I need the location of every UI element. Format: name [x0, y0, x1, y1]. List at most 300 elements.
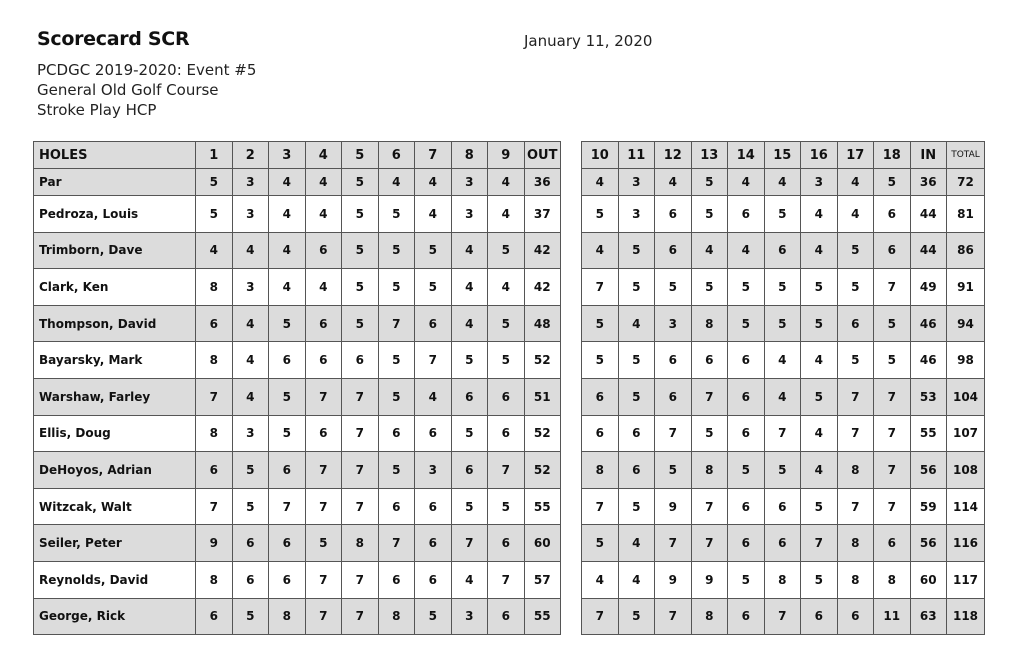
- hole-score: 3: [655, 305, 692, 342]
- hole-score: 7: [342, 452, 379, 489]
- hole-score: 6: [196, 598, 233, 635]
- total-score: 108: [947, 452, 985, 489]
- player-name: Trimborn, Dave: [34, 232, 196, 269]
- player-row: [34, 452, 561, 489]
- par-value: 5: [342, 169, 379, 196]
- player-row: [34, 305, 561, 342]
- hole-number: 1: [196, 142, 233, 169]
- par-value: 3: [801, 169, 838, 196]
- hole-score: 3: [232, 269, 269, 306]
- hole-score: 7: [691, 378, 728, 415]
- hole-score: 6: [196, 452, 233, 489]
- hole-score: 6: [196, 305, 233, 342]
- hole-score: 6: [618, 452, 655, 489]
- event-name: PCDGC 2019-2020: Event #5: [37, 61, 257, 79]
- hole-score: 4: [488, 196, 525, 233]
- hole-score: 6: [415, 488, 452, 525]
- hole-score: 5: [837, 269, 874, 306]
- total-score: 117: [947, 561, 985, 598]
- hole-score: 4: [618, 305, 655, 342]
- hole-score: 5: [655, 452, 692, 489]
- total-score: 116: [947, 525, 985, 562]
- player-row: [582, 525, 985, 562]
- hole-score: 6: [269, 561, 306, 598]
- hole-score: 8: [196, 415, 233, 452]
- hole-score: 7: [305, 378, 342, 415]
- hole-score: 7: [655, 598, 692, 635]
- hole-score: 8: [196, 342, 233, 379]
- hole-score: 6: [451, 378, 488, 415]
- out-score: 60: [524, 525, 561, 562]
- hole-score: 5: [196, 196, 233, 233]
- hole-score: 3: [232, 196, 269, 233]
- hole-score: 6: [618, 415, 655, 452]
- hole-score: 7: [378, 305, 415, 342]
- hole-score: 9: [655, 561, 692, 598]
- hole-score: 4: [801, 452, 838, 489]
- hole-score: 5: [451, 415, 488, 452]
- par-value: 4: [764, 169, 801, 196]
- hole-score: 4: [305, 196, 342, 233]
- hole-score: 5: [691, 269, 728, 306]
- player-row: [34, 525, 561, 562]
- total-score: 104: [947, 378, 985, 415]
- hole-number: 7: [415, 142, 452, 169]
- hole-score: 6: [655, 378, 692, 415]
- hole-score: 5: [232, 488, 269, 525]
- hole-score: 6: [728, 342, 765, 379]
- hole-score: 7: [837, 488, 874, 525]
- hole-score: 8: [874, 561, 911, 598]
- hole-score: 4: [269, 269, 306, 306]
- hole-score: 6: [764, 525, 801, 562]
- hole-number: 18: [874, 142, 911, 169]
- hole-score: 7: [196, 378, 233, 415]
- total-score: 86: [947, 232, 985, 269]
- total-score: 107: [947, 415, 985, 452]
- hole-score: 4: [837, 196, 874, 233]
- hole-score: 4: [196, 232, 233, 269]
- total-score: 114: [947, 488, 985, 525]
- hole-score: 4: [582, 232, 619, 269]
- hole-score: 6: [728, 598, 765, 635]
- out-score: 48: [524, 305, 561, 342]
- hole-score: 4: [582, 561, 619, 598]
- hole-score: 7: [342, 598, 379, 635]
- hole-score: 8: [837, 561, 874, 598]
- hole-number: 12: [655, 142, 692, 169]
- total-score: 94: [947, 305, 985, 342]
- hole-number: 17: [837, 142, 874, 169]
- hole-score: 4: [801, 232, 838, 269]
- hole-score: 6: [378, 561, 415, 598]
- hole-score: 5: [837, 342, 874, 379]
- hole-score: 7: [655, 415, 692, 452]
- player-name: Ellis, Doug: [34, 415, 196, 452]
- player-name: Reynolds, David: [34, 561, 196, 598]
- player-row: [582, 232, 985, 269]
- player-row: [582, 598, 985, 635]
- hole-score: 6: [874, 232, 911, 269]
- player-row: [34, 232, 561, 269]
- scorecard-title: Scorecard SCR: [37, 28, 190, 50]
- total-score: 98: [947, 342, 985, 379]
- hole-score: 5: [728, 452, 765, 489]
- out-score: 52: [524, 415, 561, 452]
- hole-score: 7: [488, 561, 525, 598]
- hole-score: 5: [582, 196, 619, 233]
- hole-score: 6: [655, 232, 692, 269]
- hole-score: 7: [582, 598, 619, 635]
- in-label: IN: [910, 142, 947, 169]
- hole-score: 5: [764, 196, 801, 233]
- hole-score: 6: [415, 561, 452, 598]
- player-row: [582, 305, 985, 342]
- hole-score: 6: [837, 305, 874, 342]
- player-row: [34, 488, 561, 525]
- hole-score: 7: [764, 598, 801, 635]
- hole-score: 7: [837, 378, 874, 415]
- course-name: General Old Golf Course: [37, 81, 219, 99]
- total-score: 81: [947, 196, 985, 233]
- hole-score: 8: [269, 598, 306, 635]
- hole-number: 4: [305, 142, 342, 169]
- hole-score: 5: [764, 269, 801, 306]
- player-row: [34, 378, 561, 415]
- hole-score: 7: [874, 415, 911, 452]
- player-row: [582, 452, 985, 489]
- hole-score: 4: [618, 525, 655, 562]
- hole-score: 5: [874, 305, 911, 342]
- hole-score: 6: [269, 342, 306, 379]
- hole-score: 6: [378, 488, 415, 525]
- hole-score: 4: [305, 269, 342, 306]
- hole-score: 5: [655, 269, 692, 306]
- player-name: Clark, Ken: [34, 269, 196, 306]
- hole-score: 7: [342, 561, 379, 598]
- hole-score: 7: [305, 452, 342, 489]
- hole-score: 4: [451, 305, 488, 342]
- par-value: 4: [415, 169, 452, 196]
- hole-number: 9: [488, 142, 525, 169]
- hole-score: 4: [801, 415, 838, 452]
- in-score: 56: [910, 525, 947, 562]
- hole-score: 7: [582, 269, 619, 306]
- hole-score: 6: [801, 598, 838, 635]
- hole-score: 4: [451, 561, 488, 598]
- in-score: 46: [910, 305, 947, 342]
- hole-score: 7: [305, 488, 342, 525]
- hole-score: 5: [342, 232, 379, 269]
- hole-score: 5: [691, 415, 728, 452]
- hole-score: 5: [728, 305, 765, 342]
- par-total: 72: [947, 169, 985, 196]
- hole-score: 5: [728, 561, 765, 598]
- hole-score: 5: [378, 269, 415, 306]
- hole-score: 4: [232, 305, 269, 342]
- hole-score: 4: [415, 378, 452, 415]
- hole-score: 4: [451, 269, 488, 306]
- out-score: 52: [524, 452, 561, 489]
- hole-score: 8: [691, 305, 728, 342]
- hole-score: 5: [618, 342, 655, 379]
- hole-score: 6: [305, 232, 342, 269]
- in-score: 63: [910, 598, 947, 635]
- out-score: 51: [524, 378, 561, 415]
- player-row: [582, 415, 985, 452]
- hole-score: 7: [837, 415, 874, 452]
- hole-score: 6: [691, 342, 728, 379]
- hole-score: 7: [874, 488, 911, 525]
- hole-score: 5: [801, 561, 838, 598]
- par-value: 3: [451, 169, 488, 196]
- hole-number: 16: [801, 142, 838, 169]
- hole-score: 7: [691, 488, 728, 525]
- hole-score: 8: [196, 269, 233, 306]
- player-name: Thompson, David: [34, 305, 196, 342]
- hole-score: 4: [232, 342, 269, 379]
- hole-score: 3: [415, 452, 452, 489]
- player-row: [582, 342, 985, 379]
- hole-score: 5: [451, 488, 488, 525]
- hole-score: 5: [269, 305, 306, 342]
- hole-number: 10: [582, 142, 619, 169]
- hole-score: 6: [728, 488, 765, 525]
- hole-number: 11: [618, 142, 655, 169]
- hole-score: 5: [232, 452, 269, 489]
- hole-number: 13: [691, 142, 728, 169]
- par-value: 4: [378, 169, 415, 196]
- par-row: [34, 169, 561, 196]
- hole-score: 4: [488, 269, 525, 306]
- in-score: 53: [910, 378, 947, 415]
- hole-score: 7: [305, 598, 342, 635]
- par-value: 5: [196, 169, 233, 196]
- hole-score: 5: [378, 196, 415, 233]
- hole-score: 6: [874, 525, 911, 562]
- hole-score: 8: [837, 525, 874, 562]
- player-name: George, Rick: [34, 598, 196, 635]
- hole-score: 7: [874, 452, 911, 489]
- hole-score: 3: [232, 415, 269, 452]
- hole-score: 8: [196, 561, 233, 598]
- hole-score: 6: [488, 598, 525, 635]
- hole-score: 5: [415, 598, 452, 635]
- hole-score: 5: [378, 232, 415, 269]
- player-name: Bayarsky, Mark: [34, 342, 196, 379]
- hole-score: 8: [691, 452, 728, 489]
- out-score: 42: [524, 232, 561, 269]
- out-label: OUT: [524, 142, 561, 169]
- player-row: [34, 598, 561, 635]
- hole-score: 6: [232, 525, 269, 562]
- hole-score: 5: [415, 232, 452, 269]
- hole-score: 5: [582, 342, 619, 379]
- hole-score: 5: [618, 232, 655, 269]
- hole-score: 8: [378, 598, 415, 635]
- hole-score: 7: [342, 378, 379, 415]
- hole-score: 5: [342, 305, 379, 342]
- hole-score: 4: [618, 561, 655, 598]
- hole-score: 4: [232, 378, 269, 415]
- hole-score: 5: [801, 378, 838, 415]
- hole-number: 15: [764, 142, 801, 169]
- out-score: 42: [524, 269, 561, 306]
- hole-score: 7: [691, 525, 728, 562]
- hole-score: 5: [488, 488, 525, 525]
- hole-score: 5: [269, 415, 306, 452]
- hole-score: 9: [655, 488, 692, 525]
- hole-score: 4: [269, 232, 306, 269]
- player-name: Witzcak, Walt: [34, 488, 196, 525]
- hole-score: 3: [618, 196, 655, 233]
- hole-score: 6: [378, 415, 415, 452]
- player-row: [34, 196, 561, 233]
- hole-score: 5: [764, 305, 801, 342]
- hole-score: 5: [582, 525, 619, 562]
- hole-score: 7: [801, 525, 838, 562]
- par-out: 36: [524, 169, 561, 196]
- in-score: 60: [910, 561, 947, 598]
- hole-score: 6: [415, 525, 452, 562]
- hole-score: 6: [305, 342, 342, 379]
- hole-score: 6: [764, 488, 801, 525]
- par-value: 4: [837, 169, 874, 196]
- par-row: [582, 169, 985, 196]
- hole-number: 3: [269, 142, 306, 169]
- in-score: 55: [910, 415, 947, 452]
- hole-score: 7: [764, 415, 801, 452]
- hole-score: 4: [728, 232, 765, 269]
- hole-score: 5: [691, 196, 728, 233]
- in-score: 56: [910, 452, 947, 489]
- hole-score: 4: [451, 232, 488, 269]
- hole-number: 8: [451, 142, 488, 169]
- hole-score: 9: [691, 561, 728, 598]
- play-format: Stroke Play HCP: [37, 101, 157, 119]
- hole-score: 5: [837, 232, 874, 269]
- hole-number: 6: [378, 142, 415, 169]
- hole-score: 5: [342, 269, 379, 306]
- hole-score: 7: [342, 415, 379, 452]
- par-value: 5: [874, 169, 911, 196]
- hole-score: 6: [728, 415, 765, 452]
- hole-score: 5: [378, 342, 415, 379]
- player-name: Seiler, Peter: [34, 525, 196, 562]
- hole-score: 8: [582, 452, 619, 489]
- player-row: [34, 269, 561, 306]
- player-row: [582, 196, 985, 233]
- hole-score: 5: [342, 196, 379, 233]
- hole-score: 4: [691, 232, 728, 269]
- hole-score: 5: [764, 452, 801, 489]
- par-value: 3: [232, 169, 269, 196]
- hole-score: 5: [618, 598, 655, 635]
- hole-score: 7: [582, 488, 619, 525]
- hole-score: 7: [269, 488, 306, 525]
- hole-score: 6: [488, 415, 525, 452]
- hole-score: 6: [488, 378, 525, 415]
- total-score: 91: [947, 269, 985, 306]
- front-nine-table: [33, 141, 561, 635]
- hole-score: 5: [488, 232, 525, 269]
- hole-score: 6: [415, 415, 452, 452]
- par-value: 4: [655, 169, 692, 196]
- hole-score: 6: [874, 196, 911, 233]
- hole-score: 6: [305, 305, 342, 342]
- hole-score: 9: [196, 525, 233, 562]
- hole-score: 6: [837, 598, 874, 635]
- par-value: 4: [582, 169, 619, 196]
- hole-number: 14: [728, 142, 765, 169]
- hole-score: 7: [488, 452, 525, 489]
- hole-score: 11: [874, 598, 911, 635]
- hole-score: 8: [691, 598, 728, 635]
- hole-score: 6: [305, 415, 342, 452]
- event-date: January 11, 2020: [524, 32, 653, 50]
- hole-score: 5: [269, 378, 306, 415]
- hole-score: 6: [582, 378, 619, 415]
- hole-score: 7: [305, 561, 342, 598]
- hole-score: 4: [801, 342, 838, 379]
- hole-score: 5: [305, 525, 342, 562]
- hole-score: 5: [232, 598, 269, 635]
- hole-score: 6: [582, 415, 619, 452]
- in-score: 46: [910, 342, 947, 379]
- hole-score: 4: [415, 196, 452, 233]
- hole-score: 6: [728, 378, 765, 415]
- hole-score: 5: [378, 378, 415, 415]
- hole-score: 7: [415, 342, 452, 379]
- hole-score: 5: [874, 342, 911, 379]
- hole-score: 5: [801, 305, 838, 342]
- hole-score: 5: [728, 269, 765, 306]
- hole-score: 5: [582, 305, 619, 342]
- hole-score: 6: [764, 232, 801, 269]
- hole-score: 5: [618, 488, 655, 525]
- par-value: 5: [691, 169, 728, 196]
- hole-score: 5: [415, 269, 452, 306]
- in-score: 44: [910, 196, 947, 233]
- in-score: 49: [910, 269, 947, 306]
- hole-score: 6: [728, 196, 765, 233]
- player-name: Warshaw, Farley: [34, 378, 196, 415]
- player-row: [34, 342, 561, 379]
- hole-score: 5: [618, 269, 655, 306]
- out-score: 57: [524, 561, 561, 598]
- hole-score: 5: [801, 488, 838, 525]
- par-value: 4: [488, 169, 525, 196]
- hole-score: 4: [764, 342, 801, 379]
- hole-score: 4: [269, 196, 306, 233]
- in-score: 59: [910, 488, 947, 525]
- hole-score: 5: [488, 342, 525, 379]
- hole-number: 2: [232, 142, 269, 169]
- hole-score: 5: [378, 452, 415, 489]
- hole-score: 5: [451, 342, 488, 379]
- player-row: [582, 561, 985, 598]
- hole-score: 4: [764, 378, 801, 415]
- hole-score: 5: [618, 378, 655, 415]
- player-name: DeHoyos, Adrian: [34, 452, 196, 489]
- hole-score: 6: [269, 452, 306, 489]
- player-row: [582, 269, 985, 306]
- par-value: 3: [618, 169, 655, 196]
- par-value: 4: [269, 169, 306, 196]
- holes-header-row: [34, 142, 561, 169]
- in-score: 44: [910, 232, 947, 269]
- par-in: 36: [910, 169, 947, 196]
